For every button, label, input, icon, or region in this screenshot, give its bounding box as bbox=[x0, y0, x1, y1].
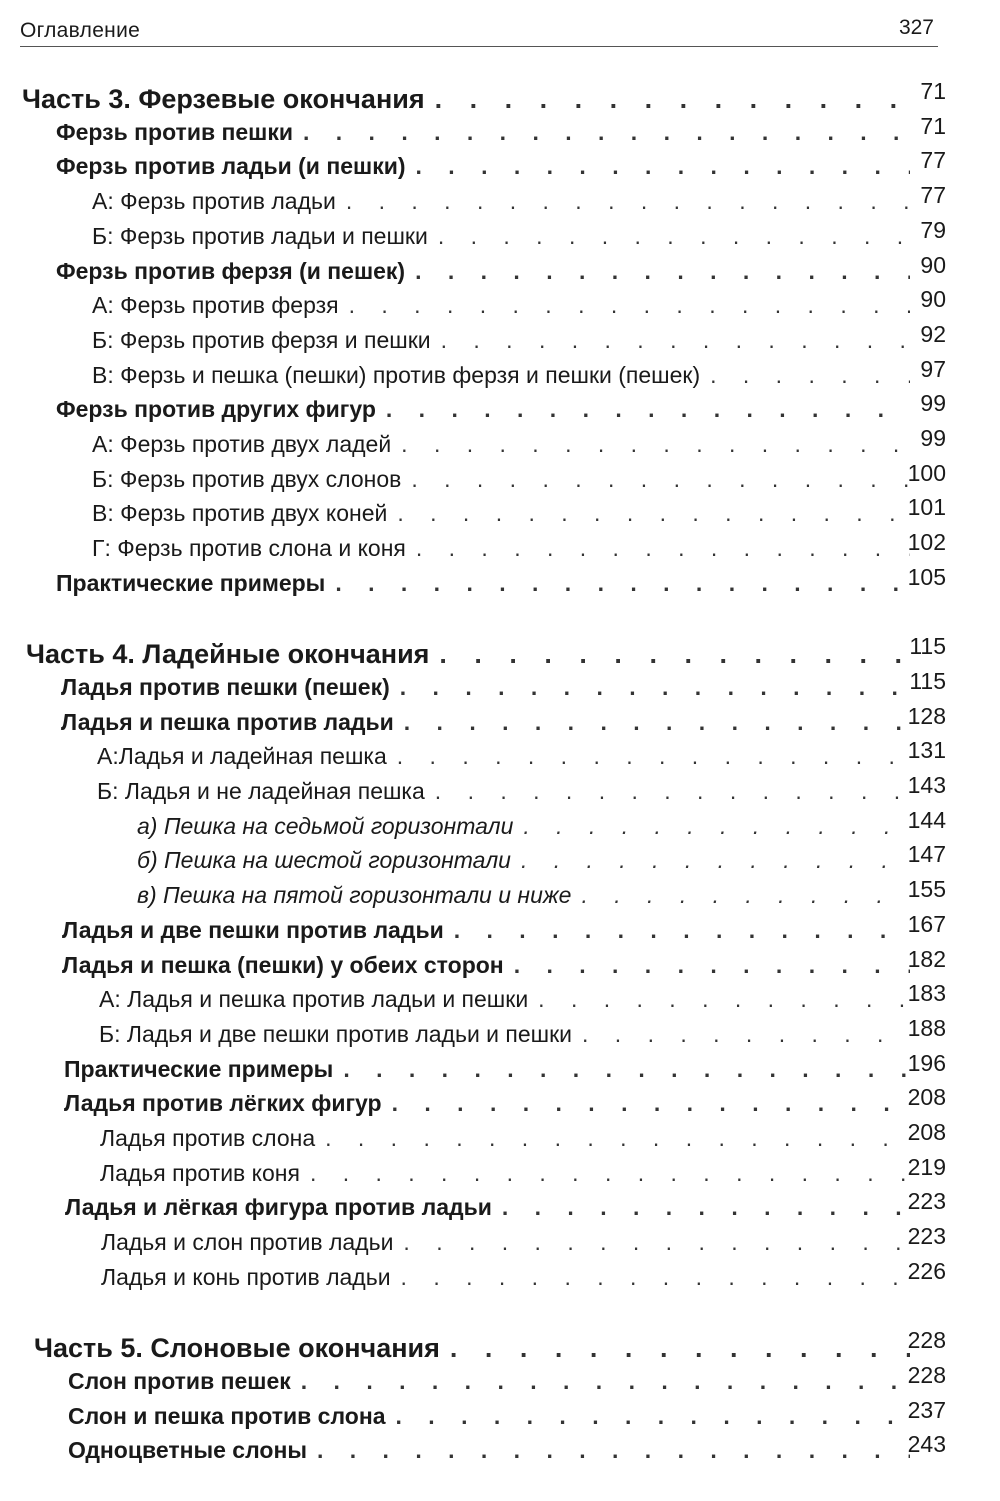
toc-entry bbox=[0, 494, 1000, 535]
toc-entry bbox=[0, 1188, 1000, 1229]
toc-page-number: 183 bbox=[907, 980, 946, 1007]
toc-entry bbox=[0, 1396, 1000, 1438]
toc-entry-line bbox=[56, 396, 910, 423]
toc-page-number: 155 bbox=[907, 876, 946, 903]
toc-entry-line bbox=[56, 119, 910, 146]
toc-entry-title: Ферзь против ладьи (и пешки) bbox=[56, 153, 406, 180]
toc-entry-title: Ладья против коня bbox=[100, 1159, 300, 1186]
toc-entry-title: Б: Ладья и две пешки против ладьи и пешки bbox=[99, 1020, 573, 1047]
toc-entry bbox=[0, 667, 1000, 709]
toc-entry bbox=[0, 980, 1000, 1021]
toc-entry bbox=[0, 1084, 1000, 1125]
toc-entry-title: Б: Ферзь против двух слонов bbox=[92, 465, 402, 492]
toc-entry-title: Ладья и две пешки против ладьи bbox=[62, 916, 444, 943]
dot-leader bbox=[582, 1021, 910, 1048]
dot-leader bbox=[404, 709, 910, 736]
dot-leader bbox=[438, 223, 910, 250]
toc-entry bbox=[0, 945, 1000, 987]
dot-leader bbox=[397, 743, 910, 770]
toc-entry-title: Ферзь против ферзя (и пешек) bbox=[56, 257, 406, 284]
toc-entry-title: Ладья и лёгкая фигура против ладьи bbox=[65, 1194, 492, 1221]
dot-leader bbox=[401, 431, 910, 458]
toc-entry-line bbox=[22, 84, 910, 115]
dot-leader bbox=[317, 1437, 910, 1464]
dot-leader bbox=[416, 535, 910, 562]
toc-entry-line bbox=[137, 847, 910, 874]
toc-entry bbox=[0, 702, 1000, 744]
dot-leader bbox=[416, 153, 910, 180]
dot-leader bbox=[335, 570, 910, 597]
toc-entry-line bbox=[61, 674, 910, 701]
toc-entry-title: В: Ферзь и пешка (пешки) против ферзя и пешки (пешек) bbox=[92, 361, 701, 388]
toc-entry bbox=[0, 910, 1000, 952]
toc-entry-line bbox=[65, 1194, 910, 1221]
dot-leader bbox=[386, 396, 910, 423]
toc-entry-line bbox=[92, 466, 910, 493]
toc-entry bbox=[0, 425, 1000, 466]
toc-page-number: 101 bbox=[907, 494, 946, 521]
toc-page-number: 228 bbox=[907, 1327, 946, 1354]
toc-entry-line bbox=[92, 362, 910, 389]
toc-entry-title: Часть 5. Слоновые окончания bbox=[34, 1333, 440, 1364]
toc-page-number: 131 bbox=[907, 737, 946, 764]
toc-entry-title: Б: Ферзь против ферзя и пешки bbox=[92, 326, 431, 353]
dot-leader bbox=[454, 917, 910, 944]
toc-page-number: 77 bbox=[920, 182, 946, 209]
dot-leader bbox=[343, 1056, 910, 1083]
toc-entry-title: Ладья против пешки (пешек) bbox=[61, 673, 390, 700]
toc-entry bbox=[0, 112, 1000, 154]
toc-entry bbox=[0, 806, 1000, 848]
toc-entry-title: Часть 3. Ферзевые окончания bbox=[22, 84, 425, 114]
toc-entry-title: а) Пешка на седьмой горизонтали bbox=[137, 812, 514, 839]
toc-entry-title: Ладья против лёгких фигур bbox=[64, 1090, 382, 1117]
toc-entry-line bbox=[92, 327, 910, 354]
toc-entry bbox=[0, 216, 1000, 258]
dot-leader bbox=[435, 778, 910, 805]
dot-leader bbox=[523, 813, 910, 840]
dot-leader bbox=[502, 1194, 910, 1221]
toc-page-number: 100 bbox=[907, 459, 946, 486]
dot-leader bbox=[397, 500, 910, 527]
toc-entry bbox=[0, 251, 1000, 293]
dot-leader bbox=[441, 327, 910, 354]
toc-entry-title: А: Ферзь против двух ладей bbox=[92, 431, 392, 457]
toc-entry bbox=[0, 1119, 1000, 1160]
toc-entry-line bbox=[97, 743, 910, 770]
toc-page-number: 92 bbox=[920, 320, 946, 347]
toc-entry-line bbox=[64, 1090, 910, 1117]
toc-page-number: 143 bbox=[907, 772, 946, 798]
toc-entry-title: Практические примеры bbox=[64, 1055, 334, 1082]
header-page-number: 327 bbox=[898, 16, 934, 39]
toc-entry bbox=[0, 78, 1000, 119]
toc-entry-title: в) Пешка на пятой горизонтали и ниже bbox=[137, 882, 572, 909]
toc-page-number: 79 bbox=[920, 216, 946, 243]
toc-entry-line bbox=[56, 258, 910, 285]
dot-leader bbox=[581, 882, 910, 909]
toc-page-number: 71 bbox=[920, 78, 946, 104]
toc-entry-title: Ферзь против других фигур bbox=[56, 396, 376, 423]
toc-page-number: 144 bbox=[907, 806, 946, 833]
toc-page-number: 99 bbox=[920, 390, 946, 417]
toc-entry-line bbox=[92, 535, 910, 562]
dot-leader bbox=[403, 1229, 910, 1256]
toc-page-number: 90 bbox=[920, 251, 946, 278]
toc-entry bbox=[0, 772, 1000, 813]
toc-entry bbox=[0, 1327, 1000, 1368]
toc-page-number: 105 bbox=[907, 563, 946, 590]
dot-leader bbox=[435, 84, 910, 115]
toc-page-number: 115 bbox=[909, 667, 946, 694]
toc-entry bbox=[0, 182, 1000, 223]
toc-entry bbox=[0, 1361, 1000, 1403]
toc-entry-line bbox=[61, 709, 910, 736]
toc-entry-title: б) Пешка на шестой горизонтали bbox=[137, 847, 511, 874]
toc-page-number: 219 bbox=[907, 1153, 946, 1180]
toc-entry bbox=[0, 737, 1000, 778]
toc-entry-line bbox=[92, 223, 910, 250]
dot-leader bbox=[415, 258, 910, 285]
toc-entry bbox=[0, 320, 1000, 362]
toc-entry-title: Б: Ладья и не ладейная пешка bbox=[97, 778, 425, 804]
toc-page-number: 228 bbox=[907, 1361, 946, 1388]
toc-entry bbox=[0, 1431, 1000, 1472]
toc-page-number: 223 bbox=[907, 1223, 946, 1250]
toc-entry-title: Ладья и конь против ладьи bbox=[101, 1263, 391, 1290]
toc-page-number: 237 bbox=[907, 1396, 946, 1423]
toc-entry-title: Ладья против слона bbox=[100, 1125, 316, 1151]
toc-entry-title: А: Ладья и пешка против ладьи и пешки bbox=[99, 986, 529, 1013]
running-title: Оглавление bbox=[20, 19, 141, 42]
dot-leader bbox=[521, 847, 910, 874]
dot-leader bbox=[538, 986, 910, 1013]
toc-page-number: 167 bbox=[907, 910, 946, 937]
toc-page-number: 115 bbox=[909, 633, 946, 660]
toc-entry-title: Слон против пешек bbox=[68, 1367, 291, 1394]
toc-entry-line bbox=[68, 1437, 910, 1464]
toc-entry bbox=[0, 1014, 1000, 1056]
toc-entry-line bbox=[92, 500, 910, 527]
toc-entry-line bbox=[99, 986, 910, 1013]
toc-entry bbox=[0, 1049, 1000, 1091]
toc-page-number: 182 bbox=[907, 945, 946, 972]
toc-entry-title: Слон и пешка против слона bbox=[68, 1402, 386, 1429]
dot-leader bbox=[392, 1090, 910, 1117]
toc-page-number: 196 bbox=[907, 1049, 946, 1076]
toc-entry-line bbox=[100, 1160, 910, 1187]
toc-entry-line bbox=[56, 570, 910, 597]
toc-entry-title: Г: Ферзь против слона и коня bbox=[92, 535, 406, 562]
toc-entry-line bbox=[101, 1229, 910, 1256]
toc-entry-title: А:Ладья и ладейная пешка bbox=[97, 743, 387, 770]
toc-entry-line bbox=[101, 1264, 910, 1291]
toc-entry-line bbox=[26, 639, 910, 670]
toc-page-number: 77 bbox=[920, 147, 946, 174]
toc-entry-title: Одноцветные слоны bbox=[68, 1437, 307, 1464]
toc-page-number: 71 bbox=[920, 112, 946, 139]
toc-entry-line bbox=[92, 292, 910, 319]
toc-entry-title: Практические примеры bbox=[56, 569, 326, 596]
toc-page-number: 208 bbox=[907, 1084, 946, 1111]
toc-page-number: 226 bbox=[907, 1257, 946, 1284]
toc-entry-title: А: Ферзь против ладьи bbox=[92, 188, 336, 215]
toc-entry-line bbox=[137, 882, 910, 909]
toc-entry-title: Ладья и пешка (пешки) у обеих сторон bbox=[62, 951, 504, 978]
toc-entry-line bbox=[62, 952, 910, 979]
dot-leader bbox=[401, 1264, 910, 1291]
toc-page-number: 223 bbox=[907, 1188, 946, 1215]
toc-entry bbox=[0, 563, 1000, 605]
dot-leader bbox=[411, 466, 910, 493]
dot-leader bbox=[310, 1160, 910, 1187]
toc-entry-line bbox=[56, 153, 910, 180]
toc-entry bbox=[0, 529, 1000, 570]
toc-page-number: 97 bbox=[920, 355, 946, 382]
toc-entry-line bbox=[64, 1056, 910, 1083]
dot-leader bbox=[346, 188, 910, 215]
toc-entry bbox=[0, 459, 1000, 501]
dot-leader bbox=[303, 119, 910, 146]
dot-leader bbox=[439, 639, 910, 670]
toc-entry-line bbox=[62, 917, 910, 944]
toc-entry-title: В: Ферзь против двух коней bbox=[92, 500, 388, 527]
dot-leader bbox=[396, 1403, 910, 1430]
toc-entry-title: Ладья и слон против ладьи bbox=[101, 1229, 394, 1256]
toc-entry-title: А: Ферзь против ферзя bbox=[92, 292, 339, 319]
toc-entry-line bbox=[137, 813, 910, 840]
toc-entry-title: Часть 4. Ладейные окончания bbox=[26, 639, 430, 670]
toc-entry-line bbox=[34, 1333, 910, 1364]
toc-entry bbox=[0, 147, 1000, 188]
toc-page-number: 90 bbox=[920, 286, 946, 313]
toc-entry-line bbox=[100, 1125, 910, 1152]
dot-leader bbox=[710, 362, 910, 389]
toc-page-number: 147 bbox=[907, 841, 946, 868]
toc-entry-title: Ладья и пешка против ладьи bbox=[61, 708, 394, 735]
toc-entry bbox=[0, 633, 1000, 674]
toc-entry bbox=[0, 390, 1000, 431]
toc-entry-line bbox=[68, 1403, 910, 1430]
toc-entry bbox=[0, 1223, 1000, 1264]
toc-entry bbox=[0, 286, 1000, 327]
toc-entry-line bbox=[92, 431, 910, 458]
toc-entry-title: Ферзь против пешки bbox=[56, 118, 293, 145]
toc-page-number: 102 bbox=[907, 529, 946, 556]
dot-leader bbox=[349, 292, 910, 319]
dot-leader bbox=[514, 952, 910, 979]
dot-leader bbox=[301, 1368, 910, 1395]
toc-page-number: 128 bbox=[907, 702, 946, 729]
toc-entry bbox=[0, 355, 1000, 397]
toc-page-number: 99 bbox=[920, 425, 946, 451]
toc-entry bbox=[0, 841, 1000, 882]
dot-leader bbox=[450, 1333, 910, 1364]
toc-entry bbox=[0, 876, 1000, 917]
toc-entry-title: Б: Ферзь против ладьи и пешки bbox=[92, 222, 428, 249]
toc-entry bbox=[0, 1257, 1000, 1299]
toc-entry-line bbox=[99, 1021, 910, 1048]
dot-leader bbox=[325, 1125, 910, 1152]
toc-page-number: 188 bbox=[907, 1014, 946, 1041]
toc-entry-line bbox=[97, 778, 910, 805]
toc-entry-line bbox=[68, 1368, 910, 1395]
dot-leader bbox=[400, 674, 910, 701]
toc-entry-line bbox=[92, 188, 910, 215]
toc-page-number: 208 bbox=[907, 1119, 946, 1145]
toc-page-number: 243 bbox=[907, 1431, 946, 1458]
toc-entry bbox=[0, 1153, 1000, 1195]
